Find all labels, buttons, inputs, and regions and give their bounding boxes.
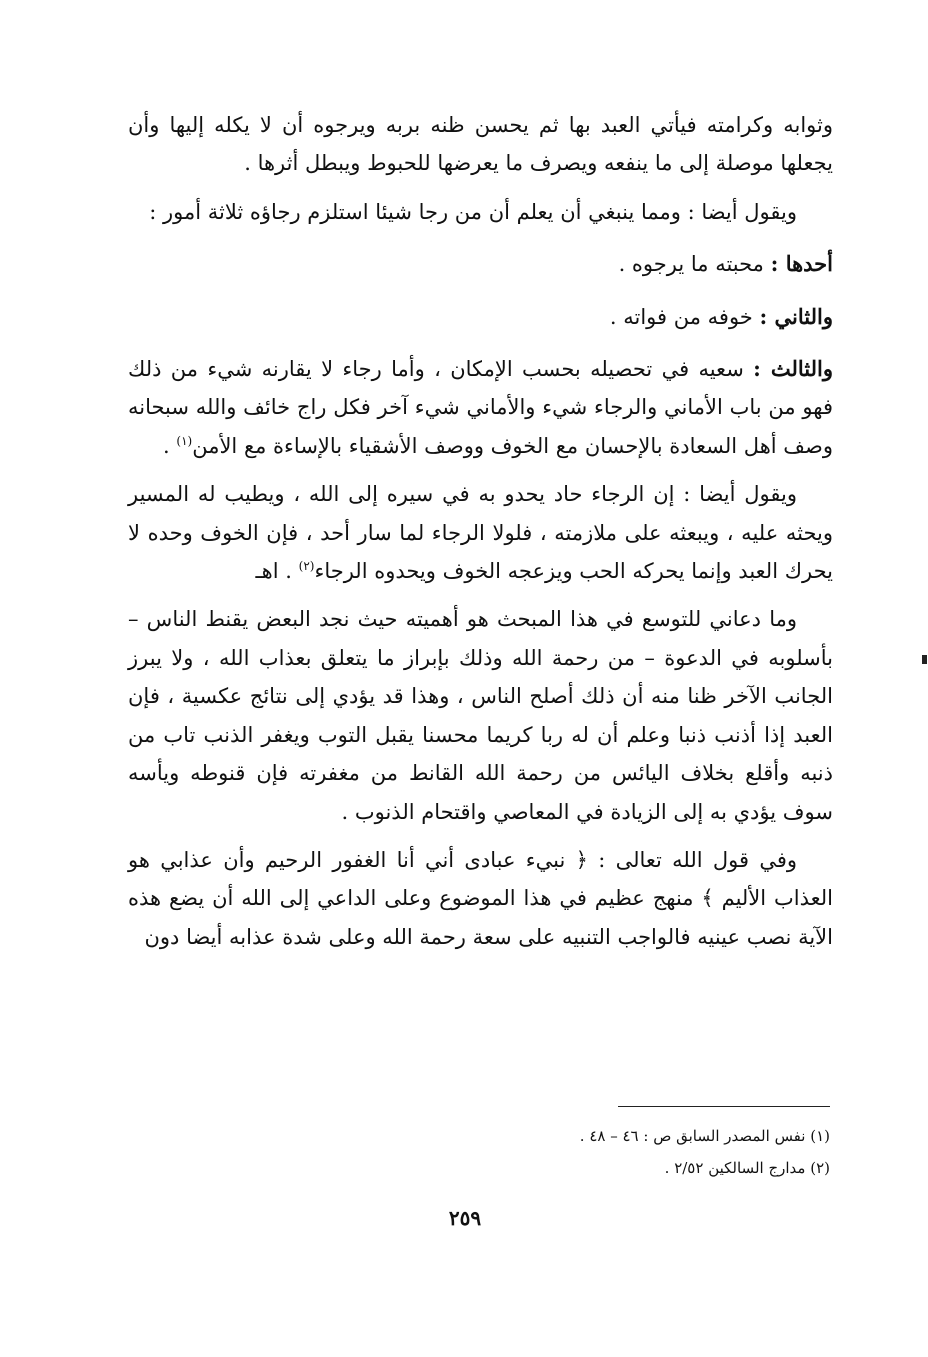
scan-margin-mark	[922, 655, 927, 664]
item-text-third: سعيه في تحصيله بحسب الإمكان ، وأما رجاء لا يقارنه شيء من ذلك فهو من باب الأماني والرجاء شيء والأماني شيء آخر فكل راج خائف والله سبحانه وصف أهل السعادة بالإحسان مع الخوف ووصف الأشقياء بالإساءة مع الأمن	[128, 357, 833, 458]
footnote-ref-2: (٢)	[298, 559, 315, 574]
item-text-second: خوفه من فواته .	[609, 304, 753, 329]
page-number: ٢٥٩	[448, 1206, 482, 1230]
paragraph-three-matters: ويقول أيضا : ومما ينبغي أن يعلم أن من رجا شيئا استلزم رجاؤه ثلاثة أمور :	[149, 199, 797, 224]
footnote-separator	[618, 1106, 830, 1107]
list-item-third	[128, 350, 833, 465]
paragraph-quran-verse: وفي قول الله تعالى : ﴿ نبيء عبادى أني أنا الغفور الرحيم وأن عذابي هو العذاب الأليم ﴾ منهج عظيم في هذا الموضوع وعلى الداعي إلى الله أن يضع هذه الآية نصب عينيه فالواجب التنبيه على سعة رحمة الله وعلى شدة عذابه أيضا دون	[128, 847, 833, 949]
paragraph-expansion: وما دعاني للتوسع في هذا المبحث هو أهميته حيث نجد البعض يقنط الناس – بأسلوبه في الدعوة – من رحمة الله وذلك بإبراز ما يتعلق بعذاب الله ، ولا يبرز الجانب الآخر ظنا منه أن ذلك أصلح الناس ، وهذا قد يؤدي إلى نتائج عكسية ، فإن العبد إذا أذنب ذنبا وعلم أن له ربا كريما محسنا يقبل التوب ويغفر الذنب تاب من ذنبه وأقلع بخلاف اليائس من رحمة الله القانط من مغفرته فإن قنوطه ويأسه سوف يؤدي به إلى الزيادة في المعاصي واقتحام الذنوب .	[128, 607, 833, 824]
footnote-ref-1: (١)	[176, 433, 193, 448]
main-text	[128, 106, 833, 956]
paragraph-rajaa	[128, 475, 833, 590]
item-text-first: محبته ما يرجوه .	[618, 252, 764, 277]
list-item-second	[128, 298, 833, 336]
paragraph-rajaa-end: . اهـ	[255, 559, 299, 584]
item-lead-third: والثالث :	[753, 356, 833, 382]
paragraph-rajaa-text: ويقول أيضا : إن الرجاء حاد يحدو به في سيره إلى الله ، ويطيب له المسير ويحثه عليه ، ويبعثه على ملازمته ، فلولا الرجاء لما سار أحد ، فإن الخوف وحده لا يحرك العبد وإنما يحركه الحب ويزعجه الخوف ويحدوه الرجاء	[128, 482, 833, 584]
item-lead-first: أحدها :	[770, 251, 833, 277]
item-lead-second: والثاني :	[759, 303, 833, 329]
paragraph-continuation: وثوابه وكرامته فيأتي العبد بها ثم يحسن ظنه بربه ويرجوه أن لا يكله إليها وأن يجعلها موصلة إلى ما ينفعه ويصرف ما يعرضها للحبوط ويبطل أثرها .	[128, 113, 833, 176]
footnotes	[200, 1120, 830, 1184]
footnote-1: (١) نفس المصدر السابق ص : ٤٦ – ٤٨ .	[579, 1127, 830, 1145]
list-item-first	[128, 245, 833, 283]
item-end-third: .	[163, 433, 177, 458]
footnote-2: (٢) مدارج السالكين ٢/٥٢ .	[664, 1159, 830, 1177]
